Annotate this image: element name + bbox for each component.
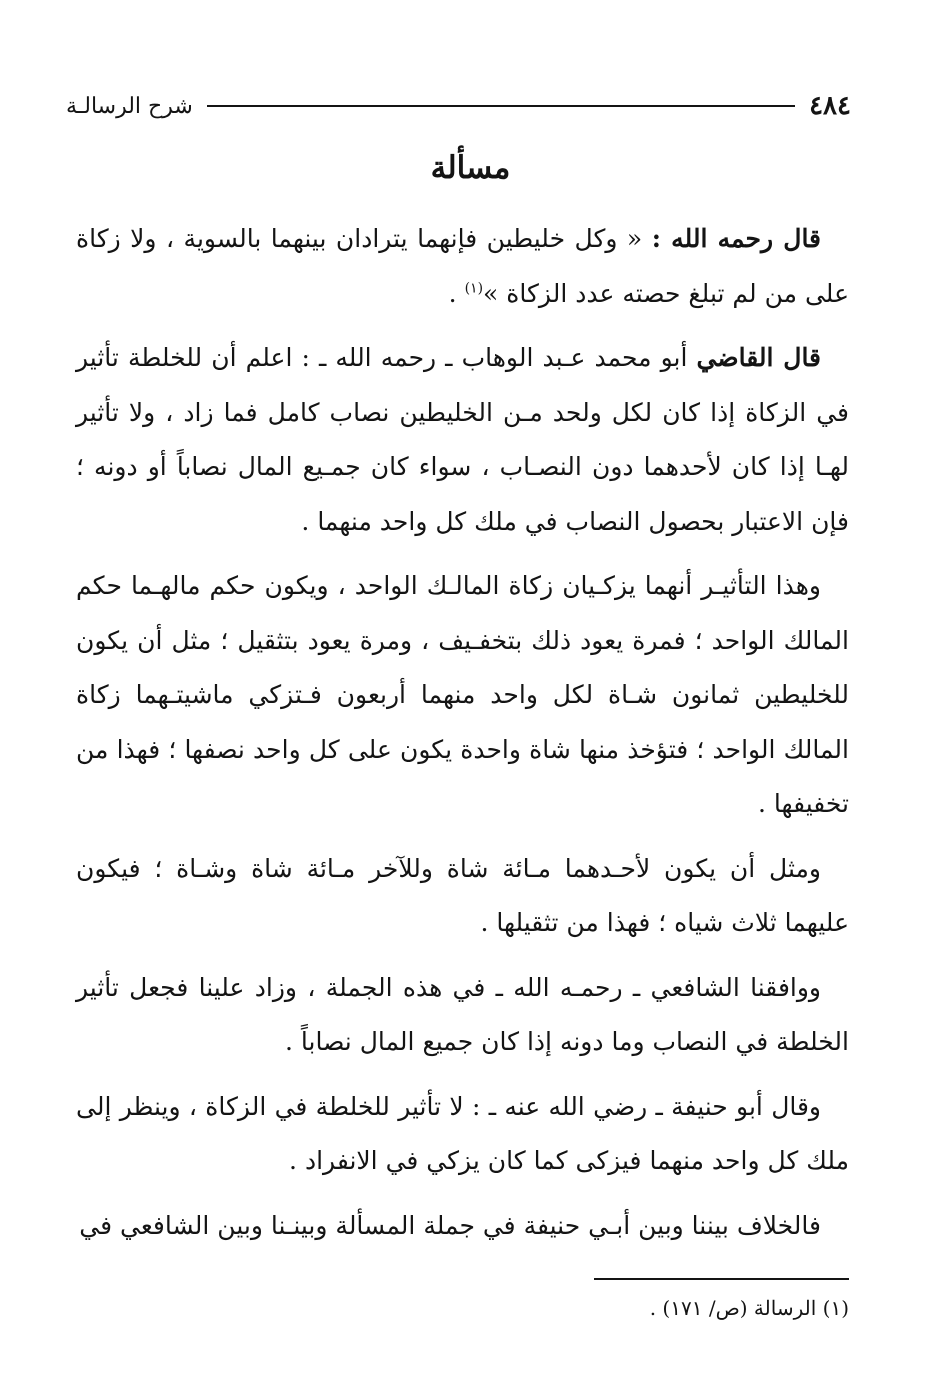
footnote: (١) الرسالة (ص/ ١٧١) .: [649, 1296, 849, 1320]
footnote-marker: (١): [464, 280, 484, 297]
paragraph: [76, 1080, 849, 1189]
paragraph: [76, 212, 849, 321]
section-title: مسألة: [430, 150, 511, 186]
paragraph-lead: قال رحمه الله :: [651, 224, 822, 253]
paragraph-text: ووافقنا الشافعي ـ رحمـه الله ـ في هذه الجملة ، وزاد علينا فجعل تأثير الخلطة في النصاب وما دونه إذا كان جميع المال نصاباً .: [76, 972, 849, 1056]
paragraph-lead: قال القاضي: [696, 343, 822, 372]
header-rule: [207, 105, 795, 107]
paragraph: [76, 1199, 849, 1254]
paragraph-tail: .: [448, 278, 465, 308]
paragraph: [76, 961, 849, 1070]
paragraph-text: وهذا التأثيـر أنهما يزكـيان زكاة المالـك الواحد ، ويكون حكم مالهـما حكم المالك الواحد ؛ فمرة يعود ذلك بتخفـيف ، ومرة يعود بتثقيل ؛ مثل أن يكون للخليطين ثمانون شـاة لكل واحد منهما أربعون فـتزكي ماشيتـهما زكاة المالك الواحد ؛ فتؤخذ منها شاة واحدة يكون على كل واحد نصفها ؛ فهذا من تخفيفها .: [76, 571, 849, 818]
paragraph: [76, 559, 849, 832]
page-number: ٤٨٤: [809, 91, 851, 121]
body-text: [76, 212, 849, 1263]
footnote-rule: [594, 1278, 849, 1280]
running-header: [66, 86, 851, 126]
paragraph: [76, 842, 849, 951]
paragraph-text: « وكل خليطين فإنهما يترادان بينهما بالسوية ، ولا زكاة على من لم تبلغ حصته عدد الزكاة »: [76, 224, 849, 308]
paragraph: [76, 331, 849, 549]
paragraph-text: وقال أبو حنيفة ـ رضي الله عنه ـ : لا تأثير للخلطة في الزكاة ، وينظر إلى ملك كل واحد منهما فيزكى كما كان يزكي في الانفراد .: [76, 1091, 849, 1175]
paragraph-text: أبو محمد عـبد الوهاب ـ رحمه الله ـ : اعلم أن للخلطة تأثير في الزكاة إذا كان لكل ولحد مـن الخليطين نصاب كامل فما زاد ، ولا تأثير لهـا إذا كان لأحدهما دون النصـاب ، سواء كان جمـيع المال نصاباً أو دونه ؛ فإن الاعتبار بحصول النصاب في ملك كل واحد منهما .: [76, 343, 849, 536]
paragraph-text: ومثل أن يكون لأحـدهما مـائة شاة وللآخر مـائة شاة وشـاة ؛ فيكون عليهما ثلاث شياه ؛ فهذا من تثقيلها .: [76, 853, 849, 937]
book-title: شرح الرسالـة: [66, 93, 193, 119]
paragraph-text: فالخلاف بيننا وبين أبـي حنيفة في جملة المسألة وبينـنا وبين الشافعي في: [79, 1210, 821, 1240]
